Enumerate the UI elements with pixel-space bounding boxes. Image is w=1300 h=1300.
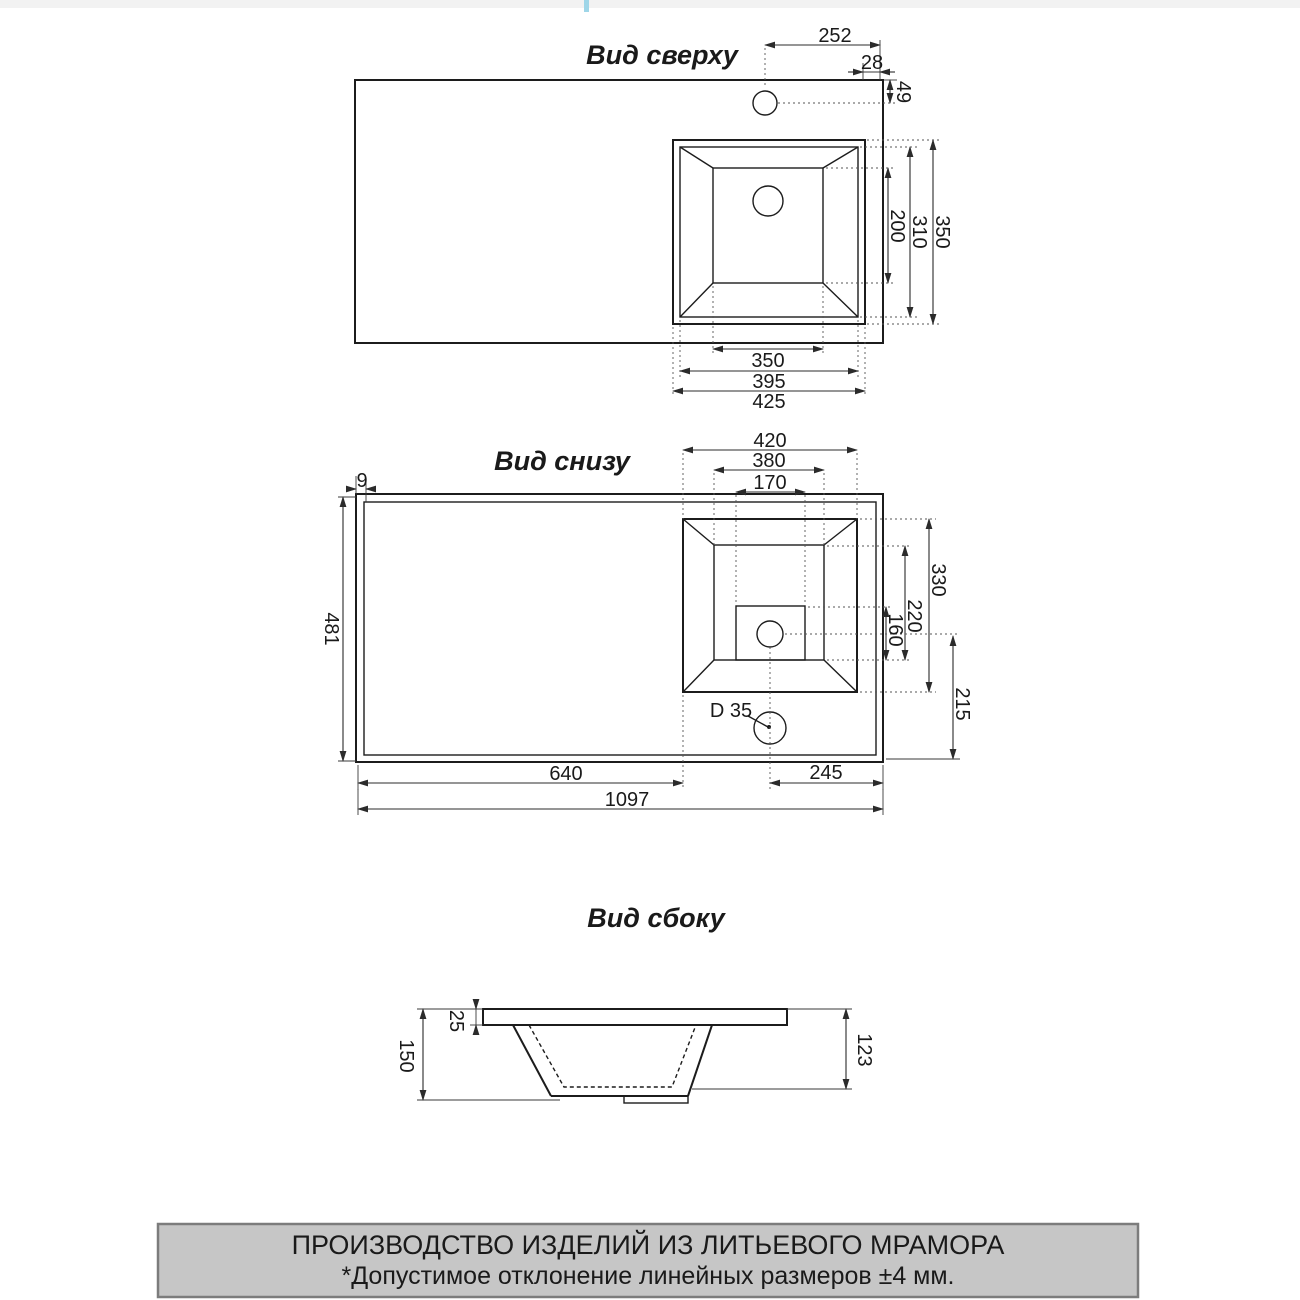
- dim-label-425: 425: [752, 391, 786, 413]
- faucet-hole: [753, 91, 777, 115]
- top-view: [355, 40, 940, 397]
- countertop-slab-profile: [483, 1009, 787, 1025]
- cyan-scan-mark: [584, 0, 589, 12]
- dim-label-215: 215: [951, 687, 973, 721]
- basin-bottom-square: [713, 168, 823, 283]
- dim-label-220: 220: [903, 599, 925, 633]
- side-view-title: Вид сбоку: [587, 903, 725, 933]
- bottom-view-dimension-lines: [338, 450, 960, 815]
- dim-label-380: 380: [752, 450, 786, 472]
- dim-label-150: 150: [395, 1039, 417, 1073]
- dim-label-1097: 1097: [604, 789, 650, 811]
- dim-label-170: 170: [753, 472, 787, 494]
- dim-label-D-35: D 35: [709, 700, 753, 722]
- dim-label-245: 245: [809, 762, 843, 784]
- dim-label-49: 49: [892, 80, 914, 104]
- top-view-geometry: [355, 80, 883, 343]
- dim-label-420: 420: [753, 430, 787, 452]
- dim-label-160: 160: [884, 613, 906, 647]
- drain-hole-top-view: [753, 186, 783, 216]
- drain-hole-bottom-view: [757, 621, 783, 647]
- scan-top-strip: [0, 0, 1300, 8]
- dim-label-28: 28: [860, 52, 884, 74]
- dim-label-25: 25: [445, 1009, 467, 1033]
- dim-label-640: 640: [549, 763, 583, 785]
- dim-label-330: 330: [927, 563, 949, 597]
- footer-line-1: ПРОИЗВОДСТВО ИЗДЕЛИЙ ИЗ ЛИТЬЕВОГО МРАМОРА: [291, 1230, 1005, 1260]
- bottom-view: [338, 446, 960, 815]
- basin-corner-diagonals: [680, 147, 858, 317]
- bottom-view-geometry: [356, 494, 883, 762]
- countertop-outline: [355, 80, 883, 343]
- footer-banner: [158, 1224, 1138, 1297]
- dim-label-9: 9: [356, 470, 368, 492]
- dim-label-200: 200: [886, 209, 908, 243]
- dim-label-310: 310: [908, 215, 930, 249]
- underside-inner-wall: [364, 502, 876, 755]
- drain-platform-square: [736, 606, 805, 660]
- dim-label-481: 481: [320, 612, 342, 646]
- dim-label-252: 252: [818, 25, 852, 47]
- top-view-title: Вид сверху: [586, 40, 738, 70]
- side-view: [417, 903, 852, 1103]
- basin-underside-rim-square: [714, 545, 824, 660]
- basin-inner-surface-hidden-line: [529, 1025, 696, 1087]
- drain-boss: [624, 1096, 688, 1103]
- dim-label-123: 123: [853, 1033, 875, 1067]
- basin-left-wall: [513, 1025, 551, 1096]
- dim-label-350: 350: [931, 215, 953, 249]
- footer-line-2: *Допустимое отклонение линейных размеров ±4 мм.: [341, 1262, 955, 1290]
- bottom-view-title: Вид снизу: [494, 446, 630, 476]
- dim-label-350: 350: [751, 350, 785, 372]
- dim-label-395: 395: [752, 371, 786, 393]
- underside-outer-outline: [356, 494, 883, 762]
